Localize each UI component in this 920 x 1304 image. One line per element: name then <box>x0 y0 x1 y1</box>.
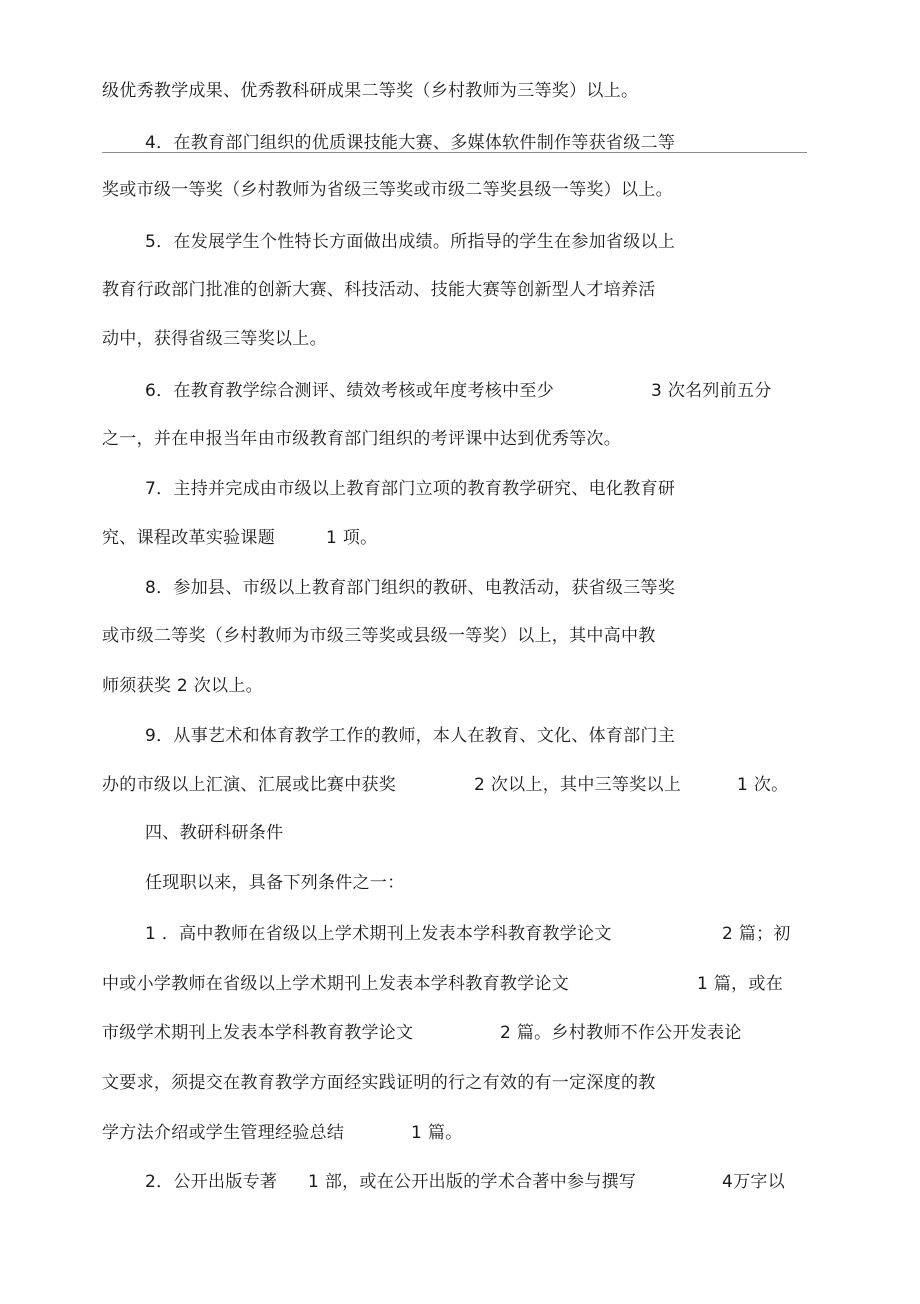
text-line: 或市级二等奖（乡村教师为市级三等奖或县级一等奖）以上，其中高中教 <box>102 626 656 646</box>
text-line: 中或小学教师在省级以上学术期刊上发表本学科教育教学论文 <box>102 974 570 994</box>
text-line: 任现职以来，具备下列条件之一： <box>145 873 405 893</box>
text-line: 级优秀教学成果、优秀教科研成果二等奖（乡村教师为三等奖）以上。 <box>102 81 639 101</box>
text-line: 之一，并在申报当年由市级教育部门组织的考评课中达到优秀等次。 <box>102 429 621 449</box>
text-line: 2 篇。乡村教师不作公开发表论 <box>500 1023 742 1043</box>
text-line: 动中，获得省级三等奖以上。 <box>102 329 327 349</box>
text-line: 5．在发展学生个性特长方面做出成绩。所指导的学生在参加省级以上 <box>145 232 676 252</box>
text-line: 9．从事艺术和体育教学工作的教师，本人在教育、文化、体育部门主 <box>145 726 676 746</box>
text-line: 2 次以上，其中三等奖以上 <box>474 775 682 795</box>
text-line: 师须获奖 2 次以上。 <box>102 676 263 696</box>
text-line: 办的市级以上汇演、汇展或比赛中获奖 <box>102 775 397 795</box>
text-line: 文要求，须提交在教育教学方面经实践证明的行之有效的有一定深度的教 <box>102 1073 656 1093</box>
text-line: 究、课程改革实验课题 <box>102 528 275 548</box>
text-line: 8．参加县、市级以上教育部门组织的教研、电教活动，获省级三等奖 <box>145 578 676 598</box>
text-line: 教育行政部门批准的创新大赛、科技活动、技能大赛等创新型人才培养活 <box>102 280 656 300</box>
text-line: 1 篇，或在 <box>697 974 784 994</box>
text-line: 4万字以 <box>722 1172 786 1192</box>
text-line: 2．公开出版专著 <box>145 1172 278 1192</box>
text-line: 1 ．高中教师在省级以上学术期刊上发表本学科教育教学论文 <box>145 924 612 944</box>
text-line: 学方法介绍或学生管理经验总结 <box>102 1123 345 1143</box>
text-line: 市级学术期刊上发表本学科教育教学论文 <box>102 1023 414 1043</box>
text-line: 3 次名列前五分 <box>651 381 772 401</box>
section-heading: 四、教研科研条件 <box>145 823 284 843</box>
text-line: 4．在教育部门组织的优质课技能大赛、多媒体软件制作等获省级二等 <box>145 133 676 153</box>
text-line: 1 项。 <box>326 528 378 548</box>
text-line: 7．主持并完成由市级以上教育部门立项的教育教学研究、电化教育研 <box>145 479 676 499</box>
text-line: 2 篇；初 <box>722 924 791 944</box>
text-line: 奖或市级一等奖（乡村教师为省级三等奖或市级二等奖县级一等奖）以上。 <box>102 180 673 200</box>
text-line: 1 次。 <box>737 775 789 795</box>
text-line: 6．在教育教学综合测评、绩效考核或年度考核中至少 <box>145 381 555 401</box>
text-line: 1 部，或在公开出版的学术合著中参与撰写 <box>308 1172 637 1192</box>
text-line: 1 篇。 <box>411 1123 463 1143</box>
